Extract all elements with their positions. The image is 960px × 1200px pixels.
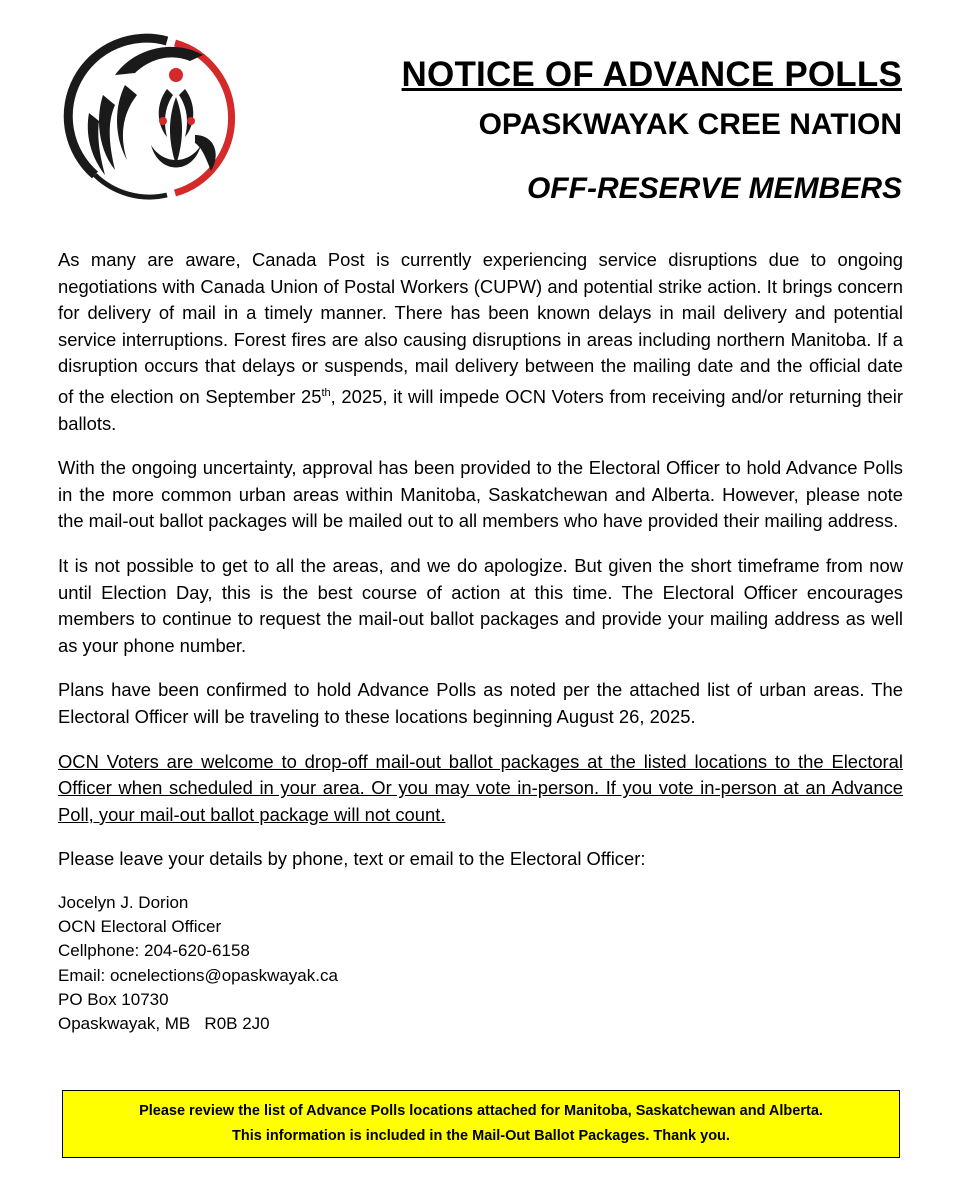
paragraph-plans: Plans have been confirmed to hold Advance Polls as noted per the attached list of urban areas. The Electoral Officer will be traveling to these locations beginning August 26, 2025. [58, 679, 903, 728]
paragraph-apology: It is not possible to get to all the areas, and we do apologize. But given the short timeframe from now until Election Day, this is the best course of action at this time. The Electoral Officer encourages members to continue to request the mail-out ballot packages and provide your mailing address as well as your phone number. [58, 555, 903, 656]
notice-body [58, 247, 903, 1036]
paragraph-dropoff-notice: OCN Voters are welcome to drop-off mail-out ballot packages at the listed locations to the Electoral Officer when scheduled in your area. Or you may vote in-person. If you vote in-person at an Advance Poll, your mail-out ballot package will not count. [58, 750, 903, 825]
audience-heading: OFF-RESERVE MEMBERS [526, 172, 902, 205]
contact-address: Opaskwayak, MB R0B 2J0 [58, 1014, 270, 1034]
organization-name: OPASKWAYAK CREE NATION [478, 108, 902, 141]
eagle-emblem-icon [55, 25, 243, 200]
banner-line-2: This information is included in the Mail-Out Ballot Packages. Thank you. [232, 1128, 730, 1144]
paragraph-disruptions-text: As many are aware, Canada Post is currently experiencing service disruptions due to ongoing negotiations with Canada Union of Postal Workers (CUPW) and potential strike action. It brings concern for delivery of mail in a timely manner. There has been known delays in mail delivery and potential service interruptions. Forest fires are also causing disruptions in areas including northern Manitoba. If a disruption occurs that delays or suspends, mail delivery between the mailing date and the official date of the election on September 25 [58, 249, 903, 408]
contact-role: OCN Electoral Officer [58, 917, 222, 937]
contact-po-box: PO Box 10730 [58, 989, 169, 1009]
notice-title: NOTICE OF ADVANCE POLLS [401, 55, 902, 94]
contact-name: Jocelyn J. Dorion [58, 893, 189, 912]
paragraph-disruptions [58, 247, 903, 437]
review-locations-banner [62, 1090, 900, 1158]
banner-line-1: Please review the list of Advance Polls locations attached for Manitoba, Saskatchewan and Alberta. [139, 1103, 823, 1119]
contact-block [58, 891, 903, 1036]
paragraph-disruptions-text-end: , 2025, it will impede OCN Voters from receiving and/or returning their ballots. [58, 386, 903, 434]
contact-email: Email: ocnelections@opaskwayak.ca [58, 965, 338, 985]
date-ordinal-suffix: th [321, 386, 331, 399]
paragraph-contact-intro: Please leave your details by phone, text or email to the Electoral Officer: [58, 848, 646, 870]
contact-phone: Cellphone: 204-620-6158 [58, 941, 250, 961]
paragraph-approval: With the ongoing uncertainty, approval has been provided to the Electoral Officer to hold Advance Polls in the more common urban areas within Manitoba, Saskatchewan and Alberta. However, please note the mail-out ballot packages will be mailed out to all members who have provided their mailing address. [58, 457, 903, 532]
